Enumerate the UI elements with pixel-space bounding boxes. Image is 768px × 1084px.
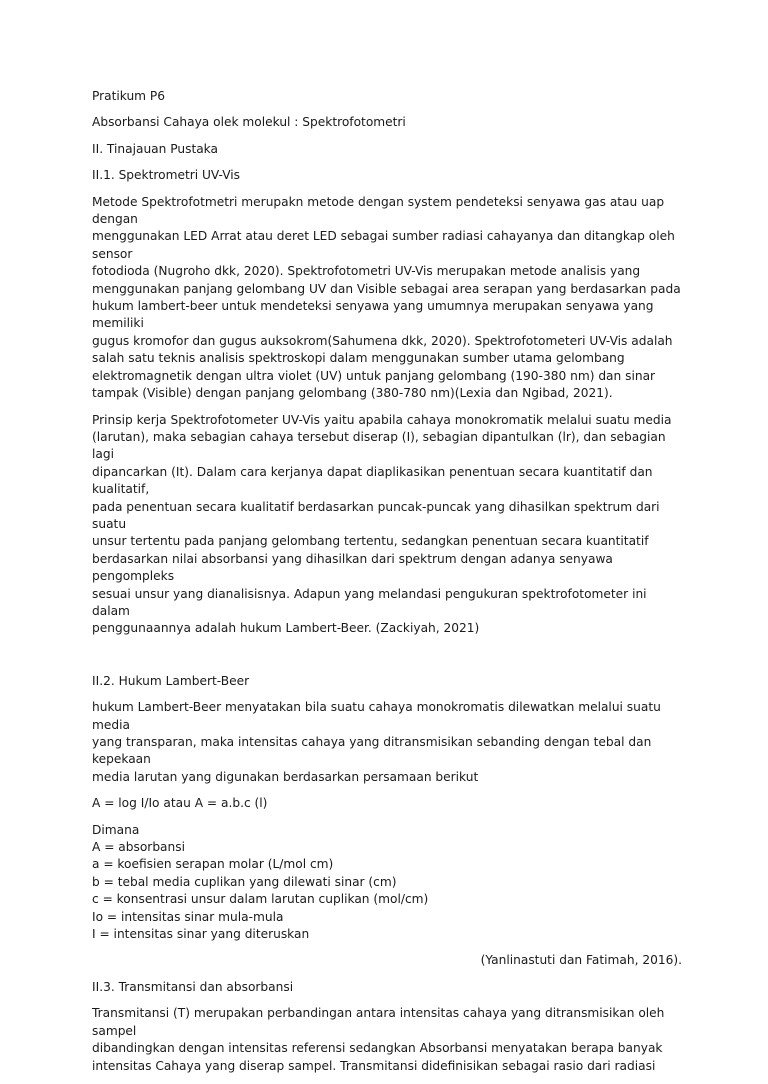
text-line: (larutan), maka sebagian cahaya tersebut diserap (I), sebagian dipantulkan (lr), dan sebagian lagi [92,429,666,462]
text-line: gugus kromofor dan gugus auksokrom(Sahumena dkk, 2020). Spektrofotometeri UV-Vis adalah [92,333,673,348]
text-line: Transmitansi (T) merupakan perbandingan antara intensitas cahaya yang ditransmisikan oleh sampel [92,1006,665,1038]
subsection-heading-lambert-beer: II.2. Hukum Lambert-Beer [92,673,250,688]
text-line: menggunakan panjang gelombang UV dan Visible sebagai area serapan yang berdasarkan pada [92,281,681,296]
text-line: menggunakan LED Arrat atau deret LED sebagai sumber radiasi cahayanya dan ditangkap oleh sensor [92,229,675,261]
text-line: elektromagnetik dengan ultra violet (UV) untuk panjang gelombang (190-380 nm) dan sinar [92,368,656,383]
text-line: hukum lambert-beer untuk mendeteksi senyawa yang umumnya merupakan senyawa yang memiliki [92,299,654,331]
subsection-heading-transmitansi: II.3. Transmitansi dan absorbansi [92,979,294,994]
text-line: pada penentuan secara kualitatif berdasarkan puncak-puncak yang dihasilkan spektrum dari suatu [92,499,660,531]
list-item: A = absorbansi [92,840,185,855]
list-item: b = tebal media cuplikan yang dilewati sinar (cm) [92,874,397,889]
text-line: penggunaannya adalah hukum Lambert-Beer. (Zackiyah, 2021) [92,621,480,636]
section-heading-tinjauan: II. Tinajauan Pustaka [92,141,218,156]
text-line: sesuai unsur yang dianalisisnya. Adapun yang melandasi pengukuran spektrofotometer ini dalam [92,586,647,618]
subsection-heading-uvvis: II.1. Spektrometri UV-Vis [92,168,241,183]
text-line: salah satu teknis analisis spektroskopi dalam menggunakan sumber utama gelombang [92,351,625,366]
list-item: Io = intensitas sinar mula-mula [92,909,284,924]
equation-lambert-beer: A = log I/Io atau A = a.b.c (l) [92,796,268,811]
text-line: fotodioda (Nugroho dkk, 2020). Spektrofotometri UV-Vis merupakan metode analisis yang [92,264,641,279]
list-item: Dimana [92,822,140,837]
citation-right-aligned: (Yanlinastuti dan Fatimah, 2016). [480,953,682,968]
variable-definition-list [92,822,682,944]
text-line: Metode Spektrofotmetri merupakn metode dengan system pendeteksi senyawa gas atau uap dengan [92,194,665,227]
text-line: yang transparan, maka intensitas cahaya yang ditransmisikan sebanding dengan tebal dan kepekaan [92,735,652,767]
list-item: a = koefisien serapan molar (L/mol cm) [92,857,334,872]
text-line: intensitas Cahaya yang diserap sampel. Transmitansi didefinisikan sebagai rasio dari radiasi [92,1058,656,1073]
text-line: hukum Lambert-Beer menyatakan bila suatu cahaya monokromatis dilewatkan melalui suatu media [92,700,661,732]
paragraph-uvvis-method [92,194,682,403]
paragraph-working-principle [92,412,682,638]
text-line: tampak (Visible) dengan panjang gelombang (380-780 nm)(Lexia dan Ngibad, 2021). [92,386,613,401]
doc-title-topic: Absorbansi Cahaya olek molekul : Spektrofotometri [92,115,406,130]
text-line: media larutan yang digunakan berdasarkan persamaan berikut [92,769,479,784]
text-line: berdasarkan nilai absorbansi yang dihasilkan dari spektrum dengan adanya senyawa pengompleks [92,551,613,584]
text-line: dibandingkan dengan intensitas referensi sedangkan Absorbansi menyatakan berapa banyak [92,1041,663,1056]
blank-line [92,647,682,673]
list-item: c = konsentrasi unsur dalam larutan cuplikan (mol/cm) [92,892,429,907]
text-line: dipancarkan (It). Dalam cara kerjanya dapat diaplikasikan penentuan secara kuantitatif dan kualitatif, [92,464,653,497]
document-page [92,88,682,1084]
doc-title-practicum: Pratikum P6 [92,89,166,103]
paragraph-lambert-beer [92,699,682,786]
text-line: unsur tertentu pada panjang gelombang tertentu, sedangkan penentuan secara kuantitatif [92,534,649,549]
text-line: Prinsip kerja Spektrofotometer UV-Vis yaitu apabila cahaya monokromatik melalui suatu media [92,412,672,427]
paragraph-transmitansi [92,1005,682,1075]
list-item: I = intensitas sinar yang diteruskan [92,927,310,942]
